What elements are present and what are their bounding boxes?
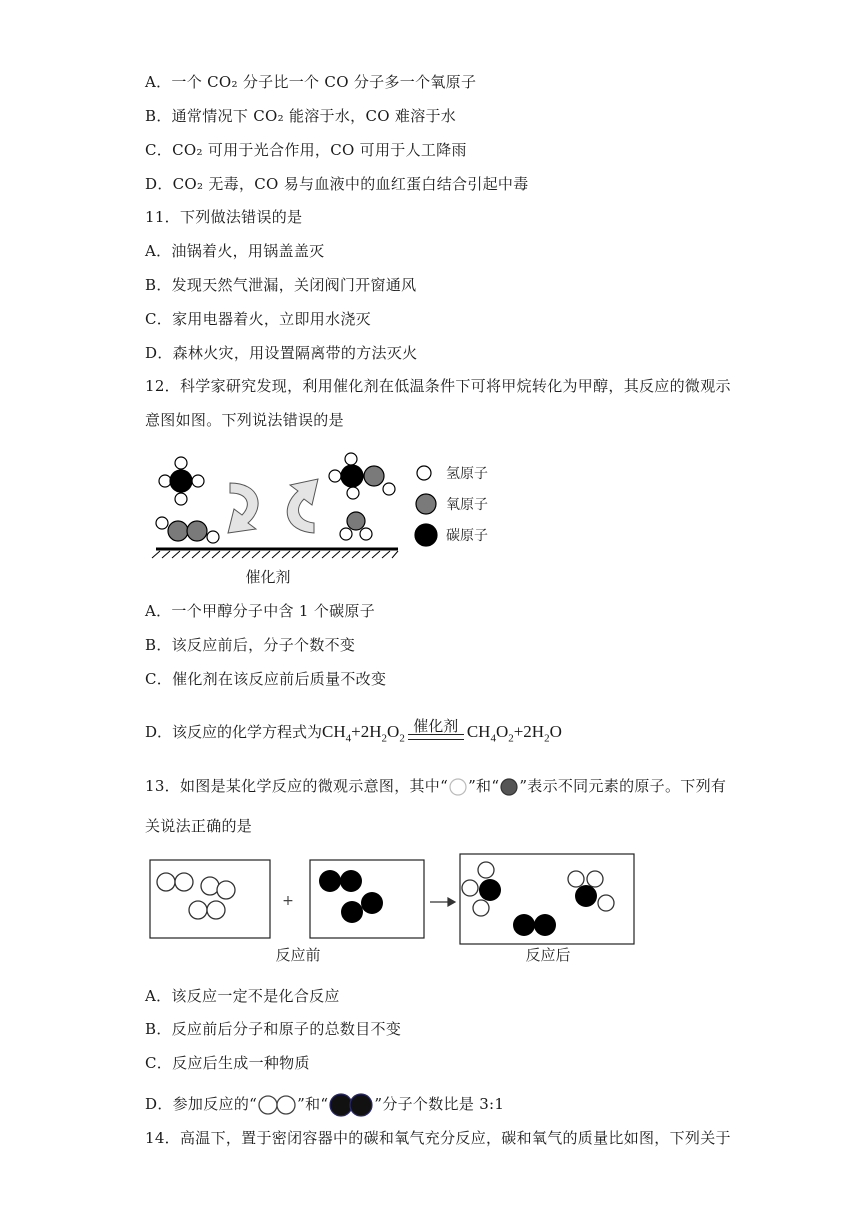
reaction-box-diagram — [148, 852, 640, 970]
q12-option-c: C．催化剂在该反应前后质量不改变 — [145, 670, 387, 688]
reaction-condition — [408, 718, 464, 740]
white-molecule-icon — [257, 1093, 297, 1117]
q13-stem-part3: ”表示不同元素的原子。下列有 — [519, 777, 727, 795]
q13-option-d-part3: ”分子个数比是 3:1 — [374, 1095, 505, 1113]
reaction-arrow-icon — [430, 898, 455, 906]
q10-option-b: B．通常情况下 CO₂ 能溶于水，CO 难溶于水 — [145, 107, 457, 125]
curved-arrow-icon — [287, 479, 318, 533]
q13-option-b: B．反应前后分子和原子的总数目不变 — [145, 1020, 402, 1038]
legend-hydrogen-label: 氢原子 — [446, 466, 488, 482]
q13-stem-part1: 13．如图是某化学反应的微观示意图，其中“ — [145, 777, 449, 795]
q12-option-a: A．一个甲醇分子中含 1 个碳原子 — [145, 602, 376, 620]
dark-atom-icon — [499, 777, 519, 797]
water-molecule — [340, 512, 372, 540]
catalyst-surface — [152, 549, 398, 558]
q11-stem: 11．下列做法错误的是 — [145, 208, 303, 226]
methane-conversion-diagram — [148, 445, 508, 590]
q10-option-a: A．一个 CO₂ 分子比一个 CO 分子多一个氧原子 — [145, 73, 477, 91]
q13-option-c: C．反应后生成一种物质 — [145, 1054, 310, 1072]
q13-option-a: A．该反应一定不是化合反应 — [145, 987, 340, 1005]
q14-stem: 14．高温下，置于密闭容器中的碳和氧气充分反应，碳和氧气的质量比如图，下列关于 — [145, 1129, 731, 1147]
after-label: 反应后 — [525, 946, 571, 964]
methane-molecule — [159, 457, 204, 505]
plus-sign: + — [282, 893, 294, 909]
q12-option-d — [145, 706, 562, 746]
legend-carbon-label: 碳原子 — [446, 528, 488, 544]
q12-option-d-prefix: D．该反应的化学方程式为 — [145, 723, 323, 741]
q13-stem-line1 — [145, 776, 726, 797]
product-formula: $CH_4O_2+2H_2O$ — [466, 721, 562, 744]
q11-option-a: A．油锅着火，用锅盖盖灭 — [145, 242, 325, 260]
q10-option-c: C．CO₂ 可用于光合作用，CO 可用于人工降雨 — [145, 141, 467, 159]
curved-arrow-icon — [228, 483, 258, 533]
reactant-formula: $CH_4+2H_2O_2$ — [322, 721, 405, 744]
reactant-box-1 — [150, 860, 270, 938]
q13-option-d — [145, 1092, 504, 1118]
methanol-molecule — [329, 453, 395, 499]
equals-bars — [408, 734, 464, 740]
legend — [415, 466, 437, 546]
q10-option-d: D．CO₂ 无毒，CO 易与血液中的血红蛋白结合引起中毒 — [145, 175, 529, 193]
q13-option-d-part2: ”和“ — [297, 1095, 329, 1113]
q13-stem-part2: ”和“ — [468, 777, 500, 795]
white-atom-icon — [448, 777, 468, 797]
q12-stem-line2: 意图如图。下列说法错误的是 — [145, 411, 344, 429]
q12-stem-line1: 12．科学家研究发现，利用催化剂在低温条件下可将甲烷转化为甲醇，其反应的微观示 — [145, 377, 731, 395]
catalyst-label: 催化剂 — [245, 568, 291, 586]
q13-option-d-part1: D．参加反应的“ — [145, 1095, 258, 1113]
q11-option-d: D．森林火灾，用设置隔离带的方法灭火 — [145, 344, 418, 362]
q11-option-c: C．家用电器着火，立即用水浇灭 — [145, 310, 371, 328]
before-label: 反应前 — [275, 946, 321, 964]
q11-option-b: B．发现天然气泄漏，关闭阀门开窗通风 — [145, 276, 417, 294]
surface-oxygen-pair — [156, 517, 219, 543]
condition-label: 催化剂 — [413, 717, 459, 735]
legend-oxygen-label: 氧原子 — [446, 497, 488, 513]
q12-option-b: B．该反应前后，分子个数不变 — [145, 636, 356, 654]
dark-molecule-icon — [328, 1092, 374, 1118]
q13-stem-line2: 关说法正确的是 — [145, 817, 253, 835]
